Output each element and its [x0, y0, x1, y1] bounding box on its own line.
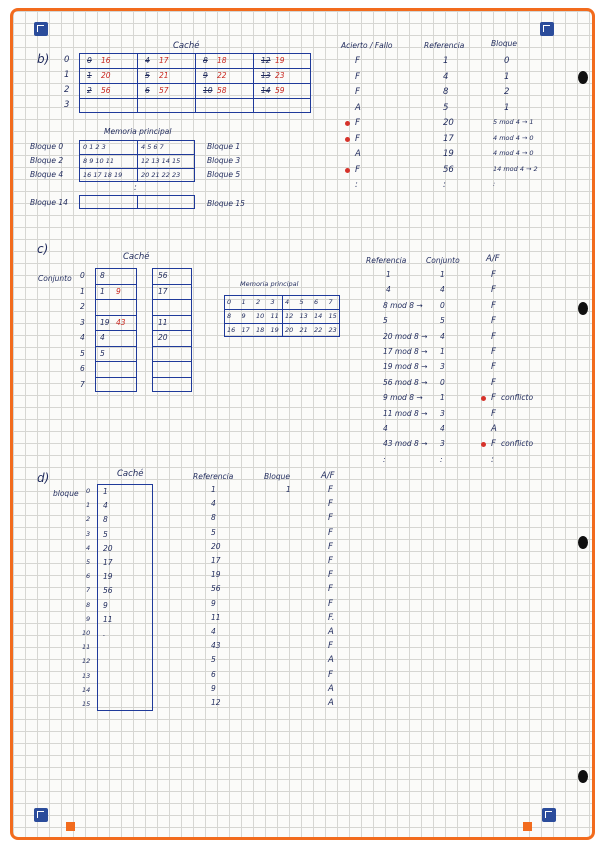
d-af-value: A: [328, 655, 334, 666]
b-cache-new-value: 59: [275, 86, 285, 95]
b-cache-old-value: 6: [145, 86, 150, 95]
b-cache-new-value: 56: [101, 86, 111, 95]
orange-square-mark: [523, 822, 532, 831]
brand-logo-icon: [34, 808, 48, 822]
table-rule: [95, 346, 137, 347]
d-block-index: 12: [82, 657, 91, 666]
c-way0-new-value: 9: [116, 286, 121, 296]
d-ref-value: 9: [211, 598, 216, 608]
d-block-index: 3: [86, 529, 91, 538]
table-rule: [195, 53, 196, 113]
b-cache-new-value: 21: [159, 71, 169, 80]
c-memory-word: 9: [241, 312, 246, 320]
d-cache-value: 9: [103, 600, 108, 610]
c-memory-word: 11: [270, 312, 279, 320]
d-ref-value: 5: [211, 527, 216, 537]
d-block-index: 2: [86, 515, 91, 524]
c-af-value: F: [491, 316, 496, 327]
d-ref-value: 20: [211, 541, 221, 551]
b-af-value: F: [355, 164, 360, 175]
c-af-value: F: [491, 377, 496, 388]
b-set-index: 0: [64, 55, 70, 65]
c-header-af: A/F: [486, 254, 500, 264]
b-block-value: 4 mod 4 → 0: [493, 149, 534, 157]
c-conjunto-value: 1: [440, 393, 445, 403]
d-block-index: 10: [82, 629, 91, 637]
b-memory-left-label: Bloque 0: [30, 142, 64, 151]
b-memory-words: 8 9 10 11: [83, 157, 115, 165]
c-memory-word: 6: [314, 298, 319, 306]
c-way1-value: 17: [158, 286, 168, 296]
d-ref-value: 1: [211, 485, 216, 494]
c-ref-value: 4: [383, 424, 388, 433]
c-header-conjunto: Conjunto: [426, 256, 460, 265]
b-set-index: 2: [64, 85, 70, 95]
d-block-index: 5: [86, 558, 91, 566]
b-cache-new-value: 20: [101, 71, 111, 80]
c-set-index: 6: [80, 364, 85, 373]
brand-logo-icon: [542, 808, 556, 822]
c-conjunto-value: 4: [440, 424, 445, 433]
d-block-index: 14: [82, 685, 91, 694]
b-memory-right-label: Bloque 5: [207, 170, 241, 179]
c-ref-value: 43 mod 8 →: [383, 439, 428, 449]
b-set-index: 3: [64, 100, 70, 110]
c-ref-value: 56 mod 8 →: [383, 377, 428, 387]
d-ref-value: 56: [211, 584, 221, 594]
d-header-af: A/F: [321, 471, 335, 481]
c-conjunto-value: 0: [440, 377, 445, 387]
c-set-index: 0: [80, 271, 85, 280]
d-block-index: 1: [86, 501, 91, 510]
c-af-value: F: [491, 362, 496, 373]
b-memory-words: 12 13 14 15: [141, 157, 181, 165]
table-rule: [152, 361, 192, 362]
c-conjunto-label: Conjunto: [38, 274, 72, 283]
c-ref-value: 1: [386, 270, 391, 279]
b-af-value: A: [355, 149, 361, 159]
c-memory-word: 14: [314, 312, 323, 320]
b-set-index: 1: [64, 70, 70, 80]
b-cache-new-value: 58: [217, 86, 227, 95]
b-memory-ellipsis: :: [134, 183, 137, 193]
b-ref-value: 20: [443, 118, 454, 128]
d-cache-value: 20: [103, 543, 113, 553]
c-memory-word: 22: [314, 326, 323, 334]
d-cache-value: 19: [103, 572, 113, 582]
c-way0-value: 4: [100, 333, 105, 342]
d-af-value: A: [328, 698, 334, 708]
b-memory-words: 0 1 2 3: [83, 143, 106, 151]
c-conjunto-value: 3: [440, 439, 445, 449]
d-cache-value: 8: [103, 515, 108, 525]
c-set-index: 3: [80, 317, 85, 327]
d-cache-value: 5: [103, 529, 108, 539]
c-memory-word: 15: [328, 312, 337, 320]
table-rule: [152, 330, 192, 331]
d-cache-value: 11: [103, 614, 113, 624]
c-af-value: F: [491, 439, 496, 450]
binder-hole: [578, 302, 588, 315]
c-af-value: F: [491, 408, 496, 419]
d-cache-value: .: [103, 629, 106, 638]
section-b-label: b): [37, 52, 50, 66]
section-c-label: c): [37, 242, 49, 256]
b-memory-left-label: Bloque 2: [30, 156, 64, 165]
c-conjunto-value: 5: [440, 316, 445, 326]
c-memory-word: 12: [285, 312, 294, 320]
b-af-value: F: [355, 118, 360, 128]
c-way0-new-value: 43: [116, 317, 126, 327]
d-af-value: F: [328, 541, 333, 552]
table-rule: [95, 361, 137, 362]
d-ref-value: 5: [211, 655, 216, 665]
d-ref-value: 43: [211, 641, 221, 651]
b-cache-old-value: 5: [145, 71, 150, 80]
b-memory-right-label: Bloque 1: [207, 142, 241, 151]
b-cache-old-value: 13: [261, 71, 271, 80]
c-conjunto-value: 1: [440, 347, 445, 356]
c-memory-word: 21: [299, 326, 308, 334]
b-ref-value: 19: [443, 149, 454, 159]
d-ref-value: 4: [211, 499, 216, 509]
d-ref-value: 12: [211, 698, 221, 707]
b-block-value: :: [493, 180, 496, 188]
c-way1-value: 11: [158, 317, 168, 327]
b-header-acierto-fallo: Acierto / Fallo: [341, 41, 393, 50]
c-conjunto-value: 3: [440, 408, 445, 418]
d-bloque-label: bloque: [53, 489, 79, 498]
c-way1-value: 20: [158, 333, 168, 342]
b-ref-value: 8: [443, 87, 449, 97]
d-block-index: 11: [82, 643, 91, 652]
binder-hole: [578, 770, 588, 783]
d-ref-value: 4: [211, 627, 216, 636]
b-block-value: 5 mod 4 → 1: [493, 118, 534, 126]
table-rule: [137, 140, 138, 182]
red-mark-dot: [345, 168, 350, 173]
d-af-value: F: [328, 499, 333, 510]
c-af-value: F: [491, 270, 496, 280]
b-memory-right-label: Bloque 3: [207, 156, 241, 165]
b-block-value: 1: [504, 102, 510, 113]
table-rule: [95, 330, 137, 331]
d-header-referencia: Referencia: [193, 472, 234, 481]
c-af-value: F: [491, 300, 496, 311]
b-cache-new-value: 23: [275, 71, 285, 80]
b-cache-old-value: 10: [203, 86, 213, 95]
c-memory-word: 17: [241, 326, 250, 334]
c-memory-word: 3: [270, 298, 275, 306]
b-memory-words: 20 21 22 23: [141, 171, 181, 179]
c-memory-word: 2: [256, 298, 261, 306]
d-ref-value: 8: [211, 513, 216, 523]
c-memory-word: 19: [270, 326, 279, 334]
d-ref-value: 9: [211, 683, 216, 693]
c-memory-word: 23: [328, 326, 337, 334]
b-cache-title: Caché: [173, 41, 200, 51]
table-rule: [152, 299, 192, 300]
c-conflicto-note: conflicto: [501, 393, 534, 403]
c-af-value: F: [491, 285, 496, 296]
b-header-bloque: Bloque: [491, 39, 517, 48]
d-af-value: F: [328, 513, 333, 524]
b-block-value: 1: [504, 71, 510, 82]
d-af-value: F: [328, 485, 333, 495]
b-af-value: F: [355, 56, 360, 66]
c-way1-value: 56: [158, 271, 168, 280]
b-cache-new-value: 18: [217, 56, 227, 65]
table-rule: [253, 53, 254, 113]
b-cache-old-value: 8: [203, 56, 208, 65]
c-conflicto-note: conflicto: [501, 439, 534, 449]
b-cache-old-value: 1: [87, 71, 92, 80]
d-block-index: 4: [86, 543, 91, 552]
b-af-value: F: [355, 133, 360, 144]
table-rule: [79, 98, 311, 99]
b-block-value: 4 mod 4 → 0: [493, 133, 534, 142]
d-af-value: F: [328, 584, 333, 595]
c-ref-value: 9 mod 8 →: [383, 393, 423, 403]
b-cache-old-value: 4: [145, 56, 150, 65]
c-ref-value: 17 mod 8 →: [383, 347, 428, 356]
b-ref-value: 56: [443, 164, 454, 175]
c-way0-value: 1: [100, 286, 105, 296]
c-af-value: F: [491, 331, 496, 342]
c-way0-value: 19: [100, 317, 110, 327]
b-memory-words: 16 17 18 19: [83, 171, 123, 179]
c-ref-value: 11 mod 8 →: [383, 408, 428, 418]
b-block-value: 14 mod 4 → 2: [493, 164, 538, 173]
table-rule: [137, 195, 138, 209]
b-cache-old-value: 9: [203, 71, 208, 80]
b-ref-value: 17: [443, 133, 454, 144]
c-conjunto-value: 4: [440, 285, 445, 295]
b-cache-new-value: 19: [275, 56, 285, 65]
c-memory-word: 4: [285, 298, 290, 306]
c-set-index: 2: [80, 302, 85, 311]
d-cache-value: 4: [103, 501, 108, 511]
c-way0-value: 5: [100, 348, 105, 358]
b-cache-old-value: 14: [261, 86, 271, 95]
d-bloque-value: 1: [286, 485, 291, 494]
c-memory-word: 1: [241, 298, 246, 306]
b-cache-new-value: 16: [101, 56, 111, 65]
c-conjunto-value: :: [440, 454, 443, 464]
red-mark-dot: [345, 137, 350, 142]
d-af-value: F: [328, 641, 333, 652]
brand-logo-icon: [34, 22, 48, 36]
c-ref-value: :: [383, 454, 386, 464]
c-set-index: 1: [80, 286, 85, 296]
table-rule: [152, 284, 192, 285]
b-bloque14-label: Bloque 14: [30, 198, 68, 207]
d-af-value: F.: [328, 612, 335, 623]
c-conjunto-value: 3: [440, 362, 445, 372]
c-af-value: F: [491, 393, 496, 404]
c-way0-value: 8: [100, 271, 105, 280]
b-af-value: A: [355, 102, 361, 113]
d-ref-value: 19: [211, 570, 221, 580]
d-cache-title: Caché: [117, 469, 144, 479]
c-ref-value: 19 mod 8 →: [383, 362, 428, 372]
b-cache-old-value: 12: [261, 56, 271, 65]
d-ref-value: 6: [211, 669, 216, 679]
c-ref-value: 5: [383, 316, 388, 326]
d-block-index: 7: [86, 586, 91, 595]
c-cache-title: Caché: [123, 252, 150, 262]
c-memory-word: 20: [285, 326, 294, 334]
c-header-referencia: Referencia: [366, 256, 407, 265]
c-set-index: 4: [80, 333, 85, 342]
d-cache-value: 1: [103, 487, 108, 496]
b-memory-words: 4 5 6 7: [141, 143, 164, 151]
b-cache-new-value: 57: [159, 86, 169, 95]
d-af-value: F: [328, 556, 333, 566]
b-block-value: 2: [504, 87, 510, 97]
d-block-index: 6: [86, 572, 91, 581]
grid-paper-sheet: [10, 8, 595, 840]
b-memory-left-label: Bloque 4: [30, 170, 64, 179]
b-cache-old-value: 0: [87, 56, 92, 65]
b-ref-value: :: [443, 180, 446, 190]
d-ref-value: 11: [211, 612, 221, 622]
b-af-value: :: [355, 180, 358, 190]
b-memory-title: Memoria principal: [104, 127, 172, 136]
d-af-value: A: [328, 683, 334, 694]
c-af-value: :: [491, 454, 494, 465]
binder-hole: [578, 536, 588, 549]
b-ref-value: 5: [443, 102, 449, 113]
c-memory-word: 7: [328, 298, 333, 306]
d-block-index: 13: [82, 671, 91, 680]
table-rule: [95, 284, 137, 285]
b-ref-value: 1: [443, 56, 449, 66]
section-d-label: d): [37, 471, 50, 485]
d-header-bloque: Bloque: [264, 472, 290, 481]
d-block-index: 9: [86, 614, 91, 623]
c-memory-word: 5: [299, 298, 304, 306]
c-ref-value: 4: [386, 285, 391, 295]
d-cache-value: 56: [103, 586, 113, 596]
b-block-value: 0: [504, 56, 510, 66]
d-af-value: A: [328, 627, 334, 637]
d-af-value: F: [328, 669, 333, 680]
d-af-value: F: [328, 598, 333, 609]
d-block-index: 0: [86, 487, 91, 495]
brand-logo-icon: [540, 22, 554, 36]
b-cache-new-value: 22: [217, 71, 227, 80]
c-memory-word: 13: [299, 312, 308, 320]
b-af-value: F: [355, 71, 360, 82]
c-memory-word: 18: [256, 326, 265, 334]
b-bloque15-label: Bloque 15: [207, 199, 245, 208]
c-conjunto-value: 0: [440, 300, 445, 310]
c-af-value: A: [491, 424, 497, 434]
c-ref-value: 8 mod 8 →: [383, 300, 423, 310]
c-af-value: F: [491, 347, 496, 357]
b-af-value: F: [355, 87, 360, 97]
d-block-index: 8: [86, 600, 91, 609]
d-af-value: F: [328, 570, 333, 581]
c-conjunto-value: 1: [440, 270, 445, 279]
c-memory-word: 0: [227, 298, 232, 306]
table-rule: [152, 377, 192, 378]
c-set-index: 5: [80, 348, 85, 358]
c-set-index: 7: [80, 379, 85, 389]
c-memory-title: Memoria principal: [240, 280, 299, 288]
b-cache-new-value: 17: [159, 56, 169, 65]
table-rule: [152, 346, 192, 347]
table-rule: [282, 295, 283, 337]
binder-hole: [578, 71, 588, 84]
d-af-value: F: [328, 527, 333, 538]
d-cache-value: 17: [103, 558, 113, 567]
b-header-referencia: Referencia: [424, 41, 465, 50]
b-ref-value: 4: [443, 71, 449, 82]
c-memory-word: 10: [256, 312, 265, 320]
orange-square-mark: [66, 822, 75, 831]
c-conjunto-value: 4: [440, 331, 445, 341]
table-rule: [95, 299, 137, 300]
red-mark-dot: [345, 121, 350, 126]
table-rule: [152, 315, 192, 316]
table-rule: [95, 377, 137, 378]
d-block-index: 15: [82, 700, 91, 708]
d-ref-value: 17: [211, 556, 221, 565]
c-ref-value: 20 mod 8 →: [383, 331, 428, 341]
table-rule: [95, 315, 137, 316]
c-memory-word: 8: [227, 312, 232, 320]
c-memory-word: 16: [227, 326, 236, 334]
b-cache-old-value: 2: [87, 86, 92, 95]
